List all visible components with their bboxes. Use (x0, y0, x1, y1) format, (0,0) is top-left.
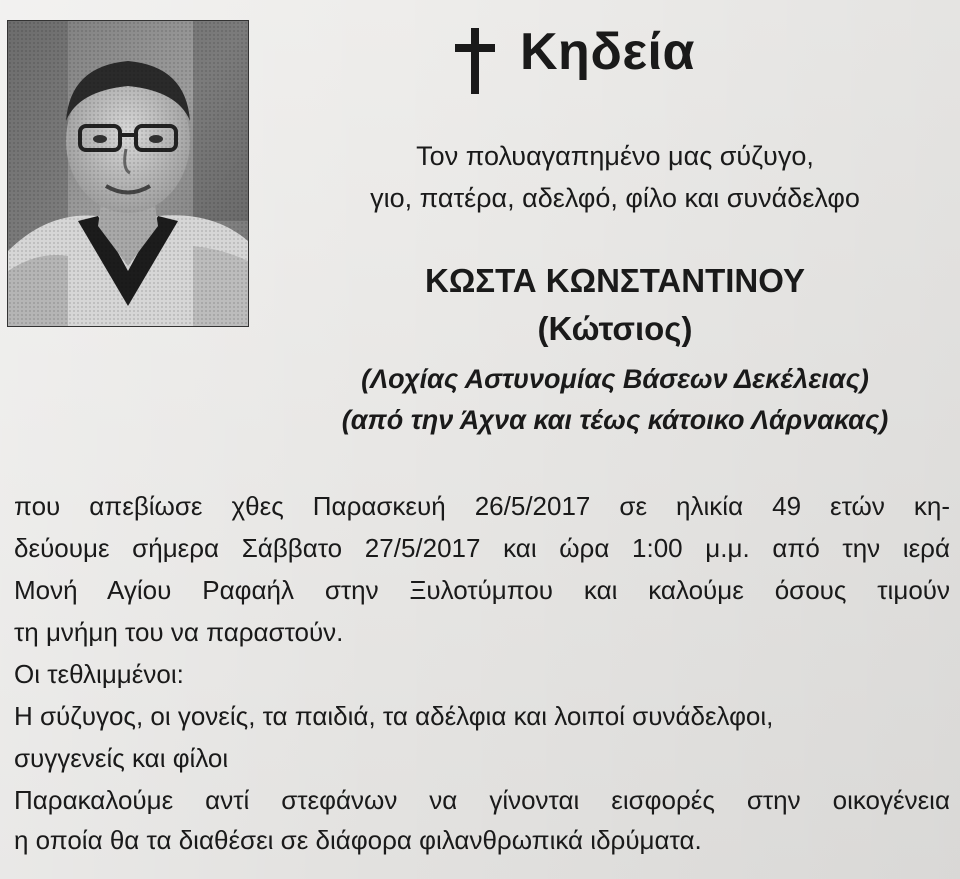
page-title: Κηδεία (520, 23, 695, 81)
body-line-6: Η σύζυγος, οι γονείς, τα παιδιά, τα αδέλφια και λοιποί συνάδελφοι, (14, 701, 774, 731)
body-line-8: Παρακαλούμε αντί στεφάνων να γίνονται εισφορές στην οικογένεια (14, 785, 950, 815)
intro-line-2: γιο, πατέρα, αδελφό, φίλο και συνάδελφο (370, 183, 860, 213)
body-line-1: που απεβίωσε χθες Παρασκευή 26/5/2017 σε ηλικία 49 ετών κη- (14, 491, 950, 521)
portrait-photo (7, 20, 249, 327)
deceased-nickname: (Κώτσιος) (537, 310, 693, 347)
deceased-role: (Λοχίας Αστυνομίας Βάσεων Δεκέλειας) (361, 364, 869, 394)
deceased-origin: (από την Άχνα και τέως κάτοικο Λάρνακας) (341, 405, 889, 435)
body-line-7: συγγενείς και φίλοι (14, 743, 229, 773)
body-line-5: Οι τεθλιμμένοι: (14, 659, 184, 689)
cross-icon (455, 28, 495, 94)
deceased-name: ΚΩΣΤΑ ΚΩΝΣΤΑΝΤΙΝΟΥ (424, 262, 805, 299)
body-line-4: τη μνήμη του να παραστούν. (14, 617, 344, 647)
intro-line-1: Τον πολυαγαπημένο μας σύζυγο, (416, 141, 814, 171)
body-line-9: η οποία θα τα διαθέσει σε διάφορα φιλανθρωπικά ιδρύματα. (14, 825, 702, 855)
body-line-2: δεύουμε σήμερα Σάββατο 27/5/2017 και ώρα 1:00 μ.μ. από την ιερά (14, 533, 950, 563)
body-line-3: Μονή Αγίου Ραφαήλ στην Ξυλοτύμπου και καλούμε όσους τιμούν (14, 575, 950, 605)
